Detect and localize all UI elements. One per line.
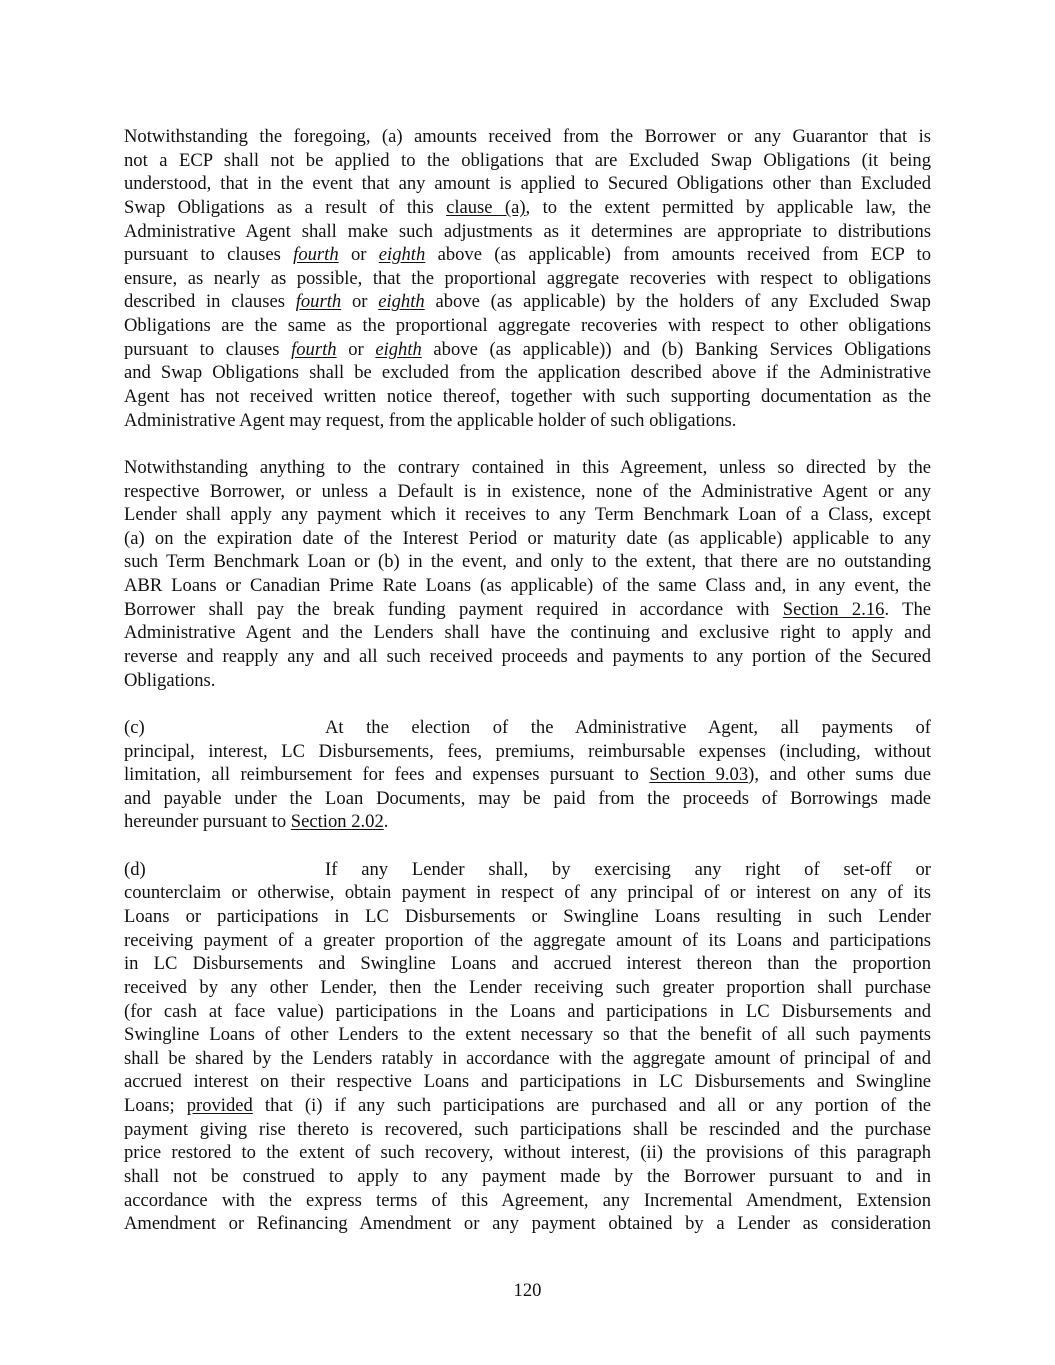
text-run: , to the extent permitted by applicable law, the bbox=[525, 196, 931, 218]
text-run: Swap Obligations as a result of this bbox=[124, 196, 447, 218]
text-run: hereunder pursuant to bbox=[124, 811, 291, 833]
clause-reference: eighth bbox=[375, 338, 422, 360]
text-line bbox=[124, 125, 931, 149]
text-run: ensure, as nearly as possible, that the proportional aggregate recoveries with respect to obligations bbox=[124, 267, 931, 289]
text-line bbox=[124, 385, 931, 409]
text-run: or bbox=[336, 338, 376, 360]
cross-reference-link: clause (a) bbox=[446, 196, 526, 218]
text-run: ), and other sums due bbox=[748, 764, 931, 786]
text-line bbox=[124, 1070, 931, 1094]
text-line bbox=[124, 716, 931, 740]
clause-reference: fourth bbox=[291, 338, 337, 360]
text-run: above (as applicable) from amounts received from ECP to bbox=[425, 244, 931, 266]
text-run: At the election of the Administrative Agent, all payments of bbox=[325, 716, 931, 738]
cross-reference-link: Section 2.02 bbox=[290, 811, 384, 833]
text-line bbox=[124, 338, 931, 362]
text-run: Lender shall apply any payment which it receives to any Term Benchmark Loan of a Class, except bbox=[124, 504, 931, 526]
text-run: respective Borrower, or unless a Default is in existence, none of the Administrative Agent or any bbox=[124, 480, 931, 502]
text-line bbox=[124, 1165, 931, 1189]
text-line bbox=[124, 527, 931, 551]
text-run: and payable under the Loan Documents, may be paid from the proceeds of Borrowings made bbox=[124, 787, 931, 809]
text-line bbox=[124, 503, 931, 527]
text-line bbox=[124, 810, 931, 834]
text-run: Administrative Agent may request, from the applicable holder of such obligations. bbox=[124, 409, 737, 431]
text-line bbox=[124, 361, 931, 385]
text-run: described in clauses bbox=[124, 291, 296, 313]
clause-label: (d) bbox=[124, 858, 146, 880]
text-run: Administrative Agent and the Lenders shall have the continuing and exclusive right to apply and bbox=[124, 622, 931, 644]
text-run: reverse and reapply any and all such received proceeds and payments to any portion of the Secured bbox=[124, 646, 931, 668]
text-run: . The bbox=[884, 598, 932, 620]
text-run: and Swap Obligations shall be excluded from the application described above if the Administrative bbox=[124, 362, 931, 384]
text-run: . bbox=[383, 811, 389, 833]
clause-reference: eighth bbox=[378, 244, 426, 266]
text-run: accordance with the express terms of this Agreement, any Incremental Amendment, Extension bbox=[124, 1189, 931, 1211]
text-run: If any Lender shall, by exercising any right of set-off or bbox=[325, 858, 931, 880]
clause-label: (c) bbox=[124, 716, 145, 738]
text-run: Swingline Loans of other Lenders to the extent necessary so that the benefit of all such payments bbox=[124, 1024, 931, 1046]
text-line bbox=[124, 621, 931, 645]
text-line bbox=[124, 1189, 931, 1213]
text-run: counterclaim or otherwise, obtain payment in respect of any principal of or interest on any of its bbox=[124, 882, 931, 904]
text-run: Notwithstanding anything to the contrary contained in this Agreement, unless so directed by the bbox=[124, 456, 931, 478]
text-line bbox=[124, 787, 931, 811]
text-line bbox=[124, 314, 931, 338]
text-line bbox=[124, 172, 931, 196]
text-run: pursuant to clauses bbox=[124, 244, 294, 266]
text-run: above (as applicable)) and (b) Banking Services Obligations bbox=[421, 338, 931, 360]
cross-reference-link: Section 2.16 bbox=[782, 598, 885, 620]
clause-reference: fourth bbox=[293, 244, 339, 266]
text-run: not a ECP shall not be applied to the obligations that are Excluded Swap Obligations (it being bbox=[124, 149, 931, 171]
text-run: in LC Disbursements and Swingline Loans and accrued interest thereon than the proportion bbox=[124, 953, 931, 975]
text-line bbox=[124, 220, 931, 244]
text-run: understood, that in the event that any amount is applied to Secured Obligations other than Excluded bbox=[124, 173, 931, 195]
text-line bbox=[124, 550, 931, 574]
text-run: principal, interest, LC Disbursements, fees, premiums, reimbursable expenses (including, without bbox=[124, 740, 931, 762]
text-run: or bbox=[341, 291, 379, 313]
document-page bbox=[124, 125, 931, 1260]
text-line bbox=[124, 574, 931, 598]
text-line bbox=[124, 1023, 931, 1047]
text-run: received by any other Lender, then the Lender receiving such greater proportion shall purchase bbox=[124, 976, 931, 998]
paragraph-contrary-notwithstanding bbox=[124, 456, 931, 692]
text-line bbox=[124, 1212, 931, 1236]
text-line bbox=[124, 409, 931, 433]
text-line bbox=[124, 1118, 931, 1142]
text-line bbox=[124, 480, 931, 504]
text-line bbox=[124, 243, 931, 267]
clause-reference: eighth bbox=[378, 291, 425, 313]
text-line bbox=[124, 290, 931, 314]
text-line bbox=[124, 952, 931, 976]
text-line bbox=[124, 976, 931, 1000]
text-run: Notwithstanding the foregoing, (a) amounts received from the Borrower or any Guarantor that is bbox=[124, 126, 931, 147]
text-line bbox=[124, 905, 931, 929]
text-run: shall not be construed to apply to any payment made by the Borrower pursuant to and in bbox=[124, 1166, 931, 1188]
text-run: receiving payment of a greater proportion of the aggregate amount of its Loans and participations bbox=[124, 929, 931, 951]
cross-reference-link: provided bbox=[186, 1095, 253, 1117]
text-run: Obligations are the same as the proportional aggregate recoveries with respect to other obligations bbox=[124, 315, 931, 337]
text-line bbox=[124, 858, 931, 882]
text-line bbox=[124, 881, 931, 905]
text-run: (a) on the expiration date of the Interest Period or maturity date (as applicable) applicable to any bbox=[124, 527, 931, 549]
text-run: Obligations. bbox=[124, 669, 216, 691]
text-run: above (as applicable) by the holders of any Excluded Swap bbox=[424, 291, 931, 313]
text-run: price restored to the extent of such recovery, without interest, (ii) the provisions of this paragraph bbox=[124, 1142, 931, 1164]
text-run: accrued interest on their respective Loans and participations in LC Disbursements and Swingline bbox=[124, 1071, 931, 1093]
text-line bbox=[124, 1047, 931, 1071]
text-line bbox=[124, 1094, 931, 1118]
text-run: Agent has not received written notice thereof, together with such supporting documentation as the bbox=[124, 386, 931, 408]
text-line bbox=[124, 669, 931, 693]
text-run: shall be shared by the Lenders ratably in accordance with the aggregate amount of principal of and bbox=[124, 1047, 931, 1069]
text-run: or bbox=[338, 244, 379, 266]
text-run: that (i) if any such participations are purchased and all or any portion of the bbox=[252, 1095, 931, 1117]
cross-reference-link: Section 9.03 bbox=[649, 764, 749, 786]
text-run: Administrative Agent shall make such adjustments as it determines are appropriate to distributions bbox=[124, 220, 931, 242]
clause-reference: fourth bbox=[295, 291, 342, 313]
text-run: payment giving rise thereto is recovered, such participations shall be rescinded and the purchase bbox=[124, 1118, 931, 1140]
text-run: such Term Benchmark Loan or (b) in the event, and only to the extent, that there are no outstanding bbox=[124, 551, 931, 573]
text-run: Loans; bbox=[124, 1095, 187, 1117]
text-line bbox=[124, 196, 931, 220]
text-run: limitation, all reimbursement for fees and expenses pursuant to bbox=[124, 764, 650, 786]
text-line bbox=[124, 645, 931, 669]
paragraph-clause-d bbox=[124, 858, 931, 1236]
text-run: Amendment or Refinancing Amendment or any payment obtained by a Lender as consideration bbox=[124, 1213, 931, 1235]
page-number: 120 bbox=[513, 1280, 542, 1301]
text-run: ABR Loans or Canadian Prime Rate Loans (as applicable) of the same Class and, in any event, the bbox=[124, 575, 931, 597]
paragraph-ecp-notwithstanding bbox=[124, 125, 931, 432]
text-line bbox=[124, 149, 931, 173]
text-line bbox=[124, 456, 931, 480]
text-run: Borrower shall pay the break funding payment required in accordance with bbox=[124, 598, 783, 620]
paragraph-clause-c bbox=[124, 716, 931, 834]
text-line bbox=[124, 267, 931, 291]
text-run: (for cash at face value) participations in the Loans and participations in LC Disbursements and bbox=[124, 1000, 931, 1022]
text-line bbox=[124, 1000, 931, 1024]
text-line bbox=[124, 763, 931, 787]
text-line bbox=[124, 1141, 931, 1165]
text-line bbox=[124, 598, 931, 622]
text-run: pursuant to clauses bbox=[124, 338, 292, 360]
text-line bbox=[124, 740, 931, 764]
text-line bbox=[124, 929, 931, 953]
text-run: Loans or participations in LC Disbursements or Swingline Loans resulting in such Lender bbox=[124, 906, 931, 927]
